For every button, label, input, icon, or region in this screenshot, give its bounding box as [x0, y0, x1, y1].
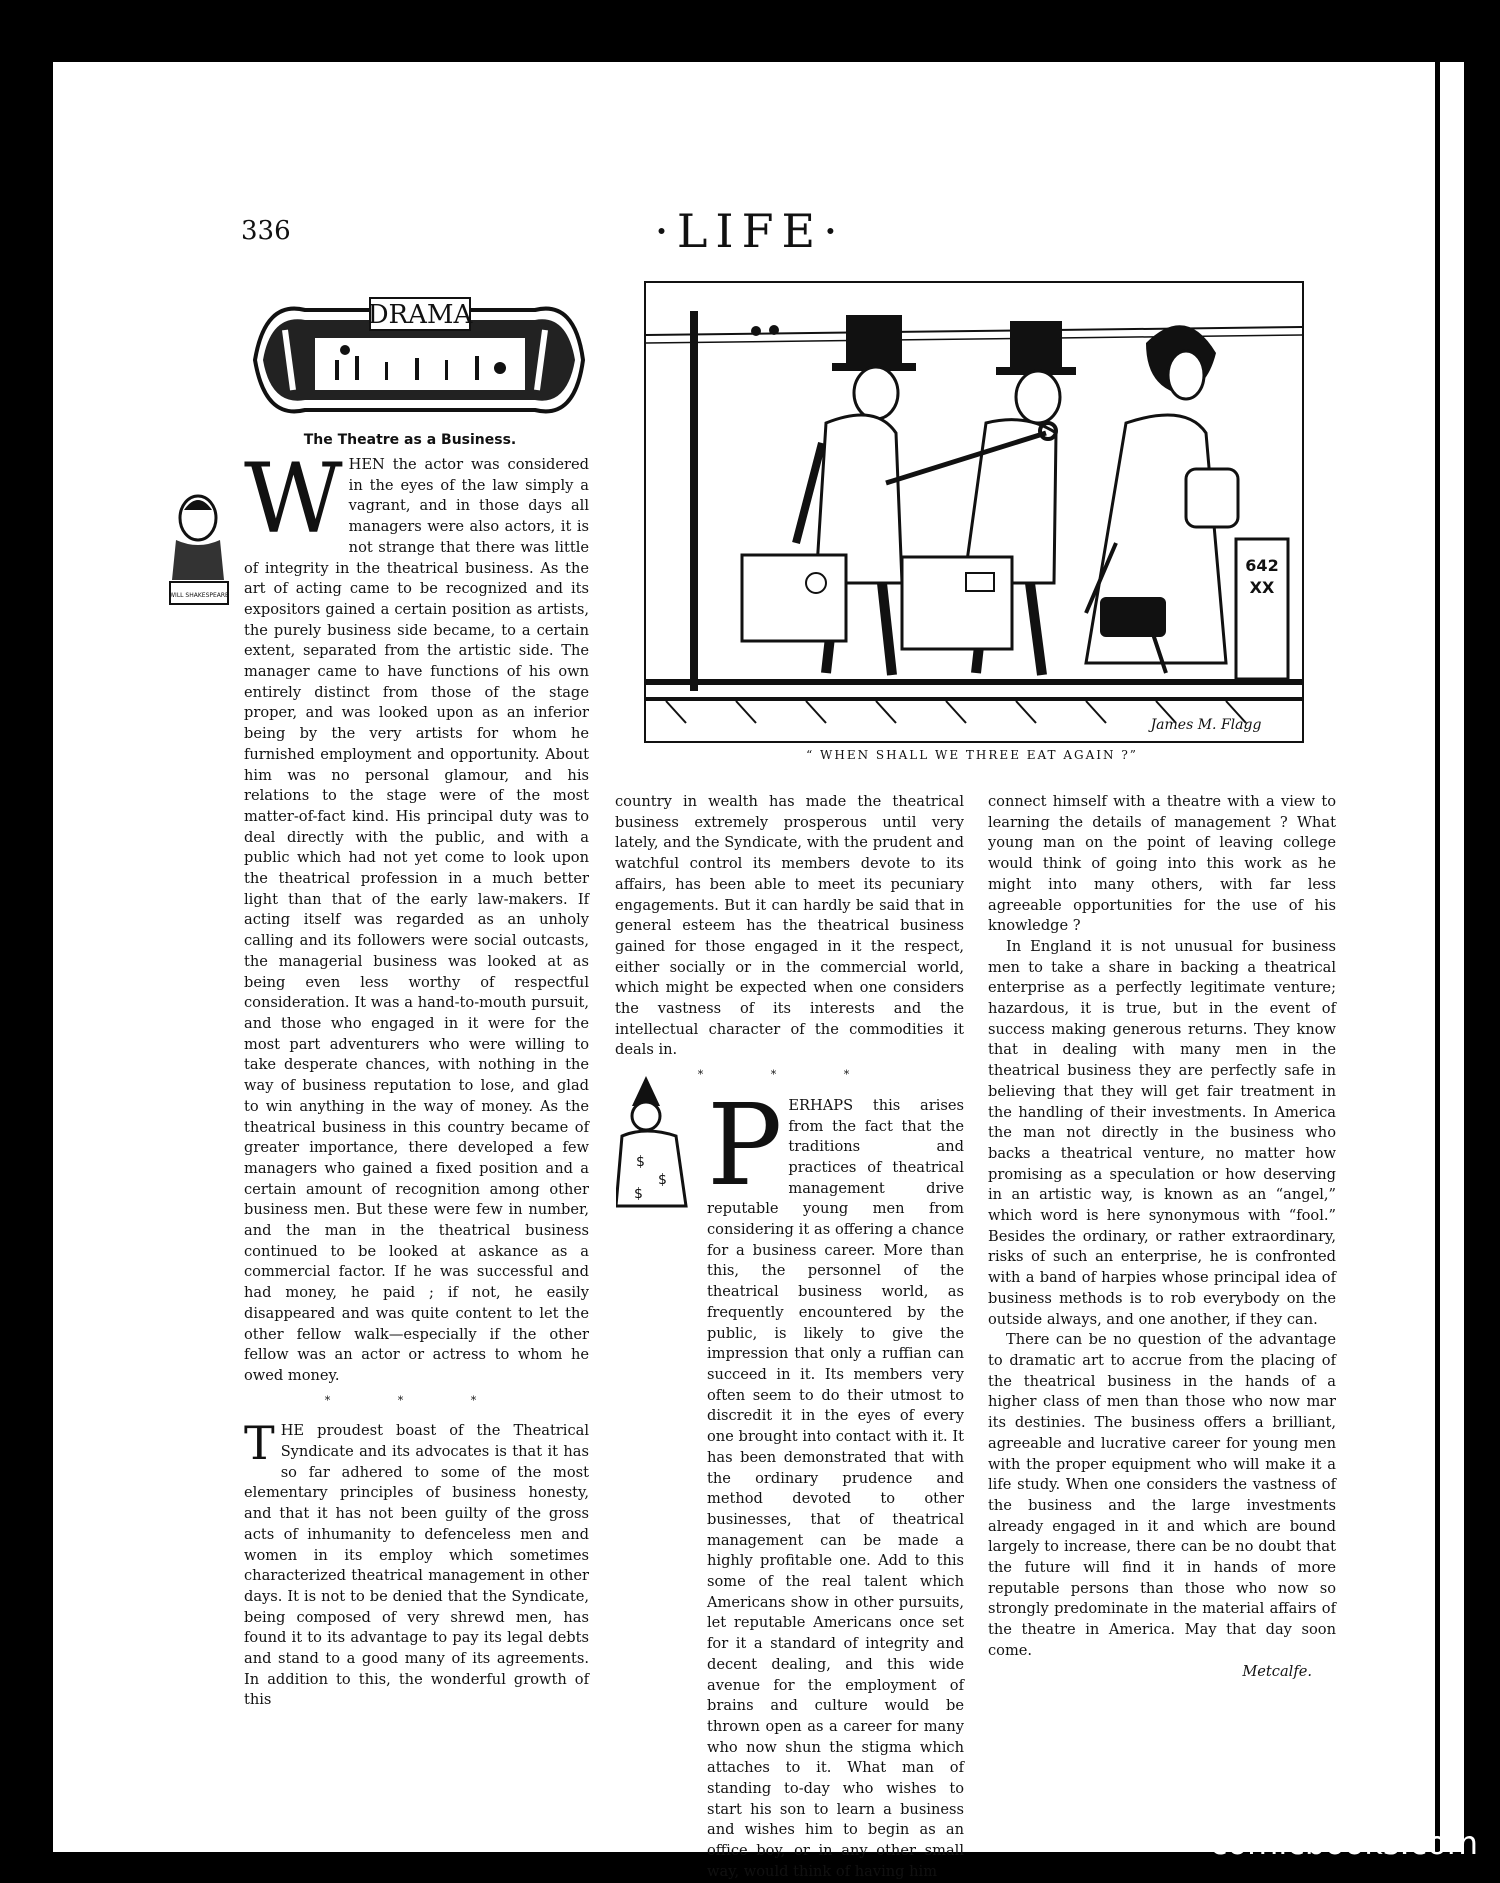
page-number: 336 [241, 216, 291, 246]
svg-text:$: $ [636, 1154, 645, 1170]
section-separator-2: * * * [697, 1068, 882, 1082]
col2-paragraph-2: ERHAPS this arises from the fact that the traditions and practices of theatrical management drive reputable young men from considering it as offering a chance for a business career. More than this, the personnel of the theatrical business world, as frequently encountered by the public, is likely to give the impression that only a ruffian can succeed in it. Its members very often seem to do their utmost to discredit it in the eyes of every one brought into contact with it. It has been demonstrated that with the ordinary prudence and method devoted to other businesses, that of theatrical management can be made a highly profitable one. Add to this some of the real talent which Americans show in other pursuits, let reputable Americans once set for it a standard of integrity and decent dealing, and this wide avenue for the employment of brains and culture would be thrown open as a career for many who now shun the stigma which attaches to it. What man of standing to-day who wishes to start his son to learn a business and wishes him to begin as an office boy, or in any other small way, would think of having him [707, 1096, 964, 1880]
masthead-title: ·LIFE· [654, 204, 846, 258]
next-page-edge [1440, 62, 1464, 1852]
article-column-1 [244, 443, 589, 1711]
section-separator: * * * [324, 1393, 509, 1407]
svg-text:$: $ [658, 1172, 667, 1188]
svg-text:$: $ [634, 1186, 643, 1202]
col1-paragraph-1: HEN the actor was considered in the eyes of the law simply a vagrant, and in those days all managers were also actors, it is not strange that there was little of integrity in the theatrical business. As the art of acting came to be recognized and its expositors gained a certain position as artists, the purely business side became, to a certain extent, separated from the artistic side. The manager came to have functions of his own entirely distinct from those of the stage proper, and was looked upon as an inferior being by the very artists for whom he furnished employment and opportunity. About him was no personal glamour, and his relations to the stage were of the most matter-of-fact kind. His principal duty was to deal directly with the public, and with a public which had not yet come to look upon the theatrical profession in a much better light than that of the early law-makers. If acting itself was regarded as an unholy calling and its followers were social outcasts, the managerial business was looked at as being even less worthy of respectful consideration. It was a hand-to-mouth pursuit, and those who engaged in it were for the most part adventurers who were willing to take desperate chances, with nothing in the way of business reputation to lose, and glad to win anything in the way of money. As the theatrical business in this country became of greater importance, there developed a few managers who gained a fixed position and a certain amount of recognition among other business men. But these were few in number, and the man in the theatrical business continued to be looked at askance as a commercial factor. If he was successful and had money, he paid ; if not, he easily disappeared and was quite content to let the other fellow walk—especially if the other fellow was an actor or actress to whom he owed money. [244, 456, 589, 1384]
shakespeare-bust-illustration [158, 490, 238, 610]
drop-cap-w: W [244, 443, 343, 555]
cartoon-illustration [644, 281, 1304, 743]
col3-paragraph-3: There can be no question of the advantage to dramatic art to accrue from the placing of the theatrical business in the hands of a higher class of men than those who now mar its destinies. The business offers a brilliant, agreeable and lucrative career for young men with the proper equipment who will make it a life study. When one considers the vastness of the business and the large investments already engaged in it and which are bound largely to increase, there can be no doubt that the future will find it in hands of more reputable persons than those who now so strongly predominate in the material affairs of the theatre in America. May that day soon come. [988, 1331, 1336, 1659]
col2-paragraph-1: country in wealth has made the theatrical business extremely prosperous until very lately, and the Syndicate, with the prudent and watchful control its members devote to its affairs, has been able to meet its pecuniary engagements. But it can hardly be said that in general esteem has the theatrical business gained for those engaged in it the respect, either socially or in the commercial world, which might be expected when one considers the vastness of its interests and the intellectual character of the commodities it deals in. [615, 793, 964, 1059]
author-signature: Metcalfe. [1242, 1662, 1312, 1680]
col3-paragraph-2: In England it is not unusual for business men to take a share in backing a theatrical enterprise as a perfectly legitimate venture; hazardous, it is true, but in the event of success making generous returns. They know that in dealing with many men in the theatrical business they are perfectly safe in believing that they will get fair treatment in the handling of their investments. In America the man not directly in the business who backs a theatrical venture, no matter how promising as a speculation or how deserving in an artistic way, is known as an “angel,” which word is here synonymous with “fool.” Besides the ordinary, or rather extraordinary, risks of such an enterprise, he is confronted with a band of harpies whose principal idea of business methods is to rob everybody on the outside always, and one another, if they can. [988, 937, 1336, 1328]
col1-paragraph-2: HE proudest boast of the Theatrical Syndicate and its advocates is that it has so far adhered to some of the most elementary principles of business honesty, and that it has not been guilty of the gross acts of inhumanity to defenceless men and women in its employ which sometimes characterized theatrical management in other days. It is not to be denied that the Syndicate, being composed of very shrewd men, has found it to its advantage to pay its legal debts and stand to a good many of its agreements. In addition to this, the wonderful growth of this [244, 1422, 589, 1709]
drama-label: DRAMA [367, 300, 473, 330]
milepost-roman: XX [1249, 578, 1275, 597]
article-column-3 [988, 792, 1336, 1682]
drop-cap-t: T [244, 1416, 275, 1471]
milepost-number: 642 [1245, 556, 1279, 575]
col3-paragraph-1: connect himself with a theatre with a view to learning the details of management ? What young man on the point of leaving college would think of going into this work as he might into many others, with far less agreeable opportunities for the use of his knowledge ? [988, 793, 1336, 935]
article-column-2 [615, 792, 964, 1883]
article-headline: The Theatre as a Business. [303, 432, 517, 448]
drop-cap-p: P [707, 1080, 783, 1211]
watermark: comicbooks.com [1209, 1824, 1478, 1862]
bust-label: WILL SHAKESPEARE [169, 592, 229, 599]
artist-signature: James M. Flagg [1150, 717, 1262, 733]
cartoon-caption: “ WHEN SHALL WE THREE EAT AGAIN ?” [806, 748, 1138, 762]
drama-header-illustration [245, 290, 590, 440]
